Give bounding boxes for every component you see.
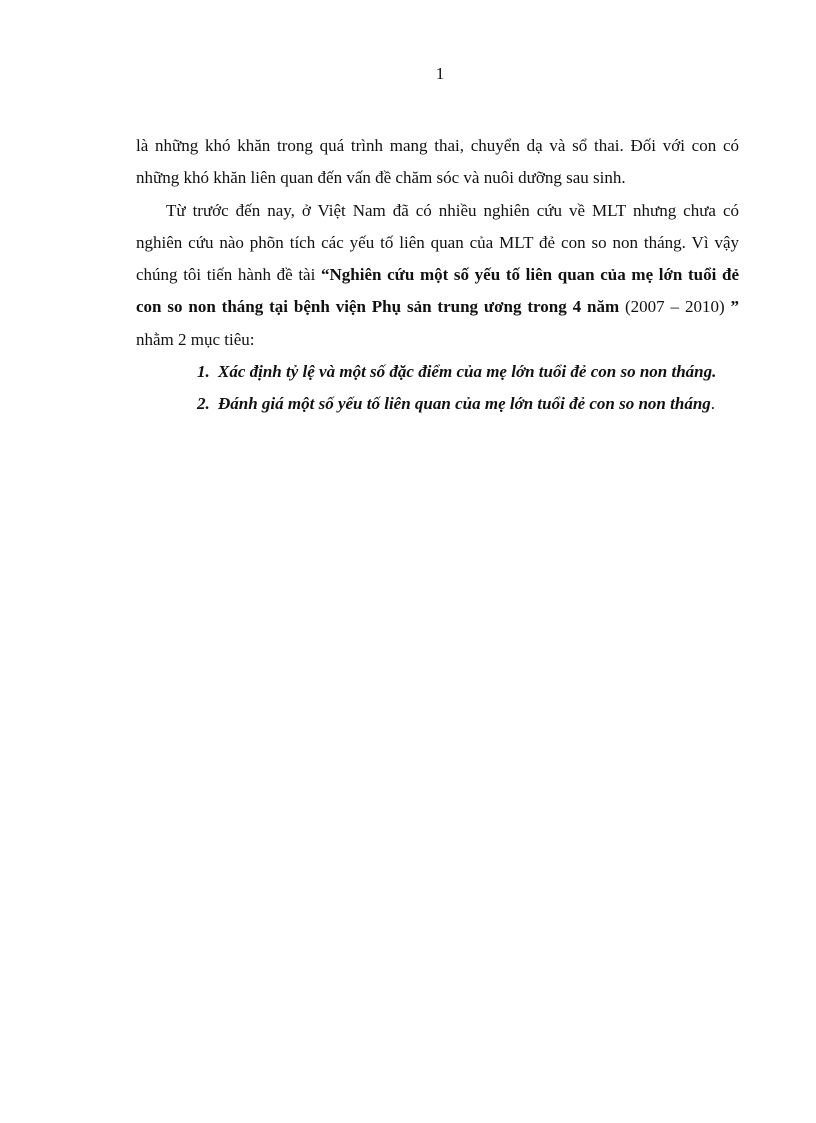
objectives-list — [136, 356, 739, 421]
objective-number: 2. — [197, 394, 210, 414]
objective-item-2 — [136, 388, 739, 420]
study-title-close-quote: ” — [730, 297, 739, 317]
objective-item-1 — [136, 356, 739, 388]
page-number: 1 — [435, 64, 445, 83]
paragraph-2 — [136, 195, 739, 356]
objective-text: Xác định tỷ lệ và một số đặc điểm của mẹ lớn tuổi đẻ con so non tháng. — [218, 362, 717, 382]
paragraph-2-tail: nhằm 2 mục tiêu: — [136, 329, 255, 349]
paragraph-1: là những khó khăn trong quá trình mang thai, chuyển dạ và sổ thai. Đối với con có những khó khăn liên quan đến vấn đề chăm sóc và nuôi dưỡng sau sinh. — [136, 136, 739, 188]
body-text — [136, 130, 739, 421]
objective-number: 1. — [197, 362, 210, 382]
objective-end: . — [710, 394, 716, 414]
paragraph-2-lead: Từ trước đến nay, ở Việt Nam đã có nhiều nghiên cứu về MLT nhưng chưa có nghiên cứu nào phõn tích các yếu tố liên quan của MLT đẻ con so non tháng. Vì vậy chúng tôi tiến hành đề tài — [136, 200, 739, 285]
study-years: (2007 – 2010) — [619, 297, 731, 317]
objective-text: Đánh giá một số yếu tố liên quan của mẹ lớn tuổi đẻ con so non tháng — [218, 394, 711, 414]
study-title: “Nghiên cứu một số yếu tố liên quan của mẹ lớn tuổi đẻ con so non tháng tại bệnh viện Phụ sản trung ương trong 4 năm — [136, 265, 739, 317]
